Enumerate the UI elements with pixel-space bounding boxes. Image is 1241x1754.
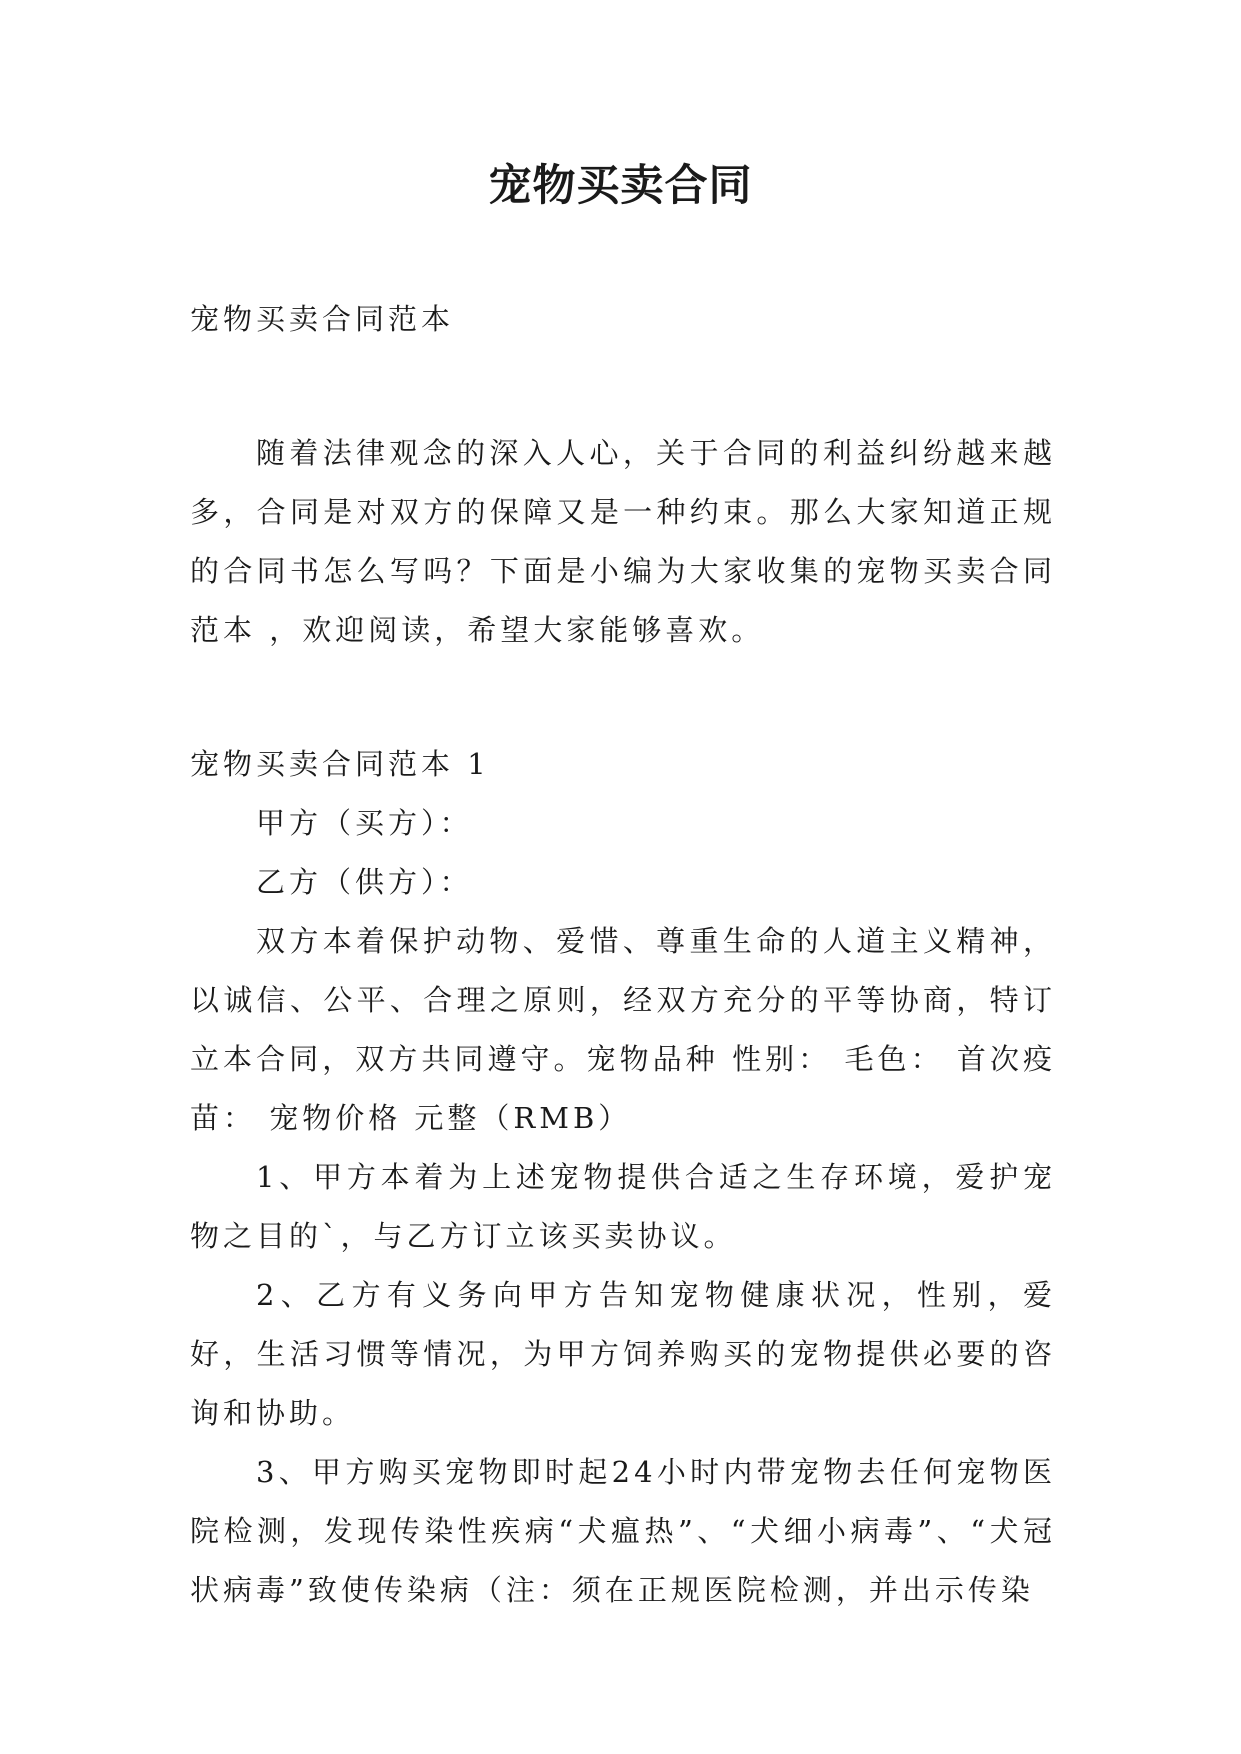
document-body [190,290,1056,1620]
document-subtitle: 宠物买卖合同范本 [190,302,455,336]
document-title: 宠物买卖合同 [488,161,753,211]
party-b-line: 乙方（供方）： [256,865,473,899]
spacer [190,660,1056,735]
spacer [190,349,1056,424]
preamble-paragraph: 双方本着保护动物、爱惜、尊重生命的人道主义精神，以诚信、公平、合理之原则，经双方充分的平等协商，特订立本合同，双方共同遵守。宠物品种 性别： 毛色： 首次疫苗： 宠物价格 元整（RMB） [190,924,1056,1135]
section-heading: 宠物买卖合同范本 1 [190,747,490,781]
clause-2: 2、乙方有义务向甲方告知宠物健康状况，性别，爱好，生活习惯等情况，为甲方饲养购买的宠物提供必要的咨询和协助。 [190,1278,1056,1430]
clause-3: 3、甲方购买宠物即时起24小时内带宠物去任何宠物医院检测，发现传染性疾病“犬瘟热”、“犬细小病毒”、“犬冠状病毒”致使传染病（注：须在正规医院检测，并出示传染 [190,1455,1056,1607]
intro-paragraph: 随着法律观念的深入人心，关于合同的利益纠纷越来越多，合同是对双方的保障又是一种约束。那么大家知道正规的合同书怎么写吗？下面是小编为大家收集的宠物买卖合同范本 ，欢迎阅读，希望大家能够喜欢。 [190,436,1056,647]
party-a-line: 甲方（买方）： [256,806,473,840]
clause-1: 1、甲方本着为上述宠物提供合适之生存环境，爱护宠物之目的`，与乙方订立该买卖协议。 [190,1160,1056,1253]
